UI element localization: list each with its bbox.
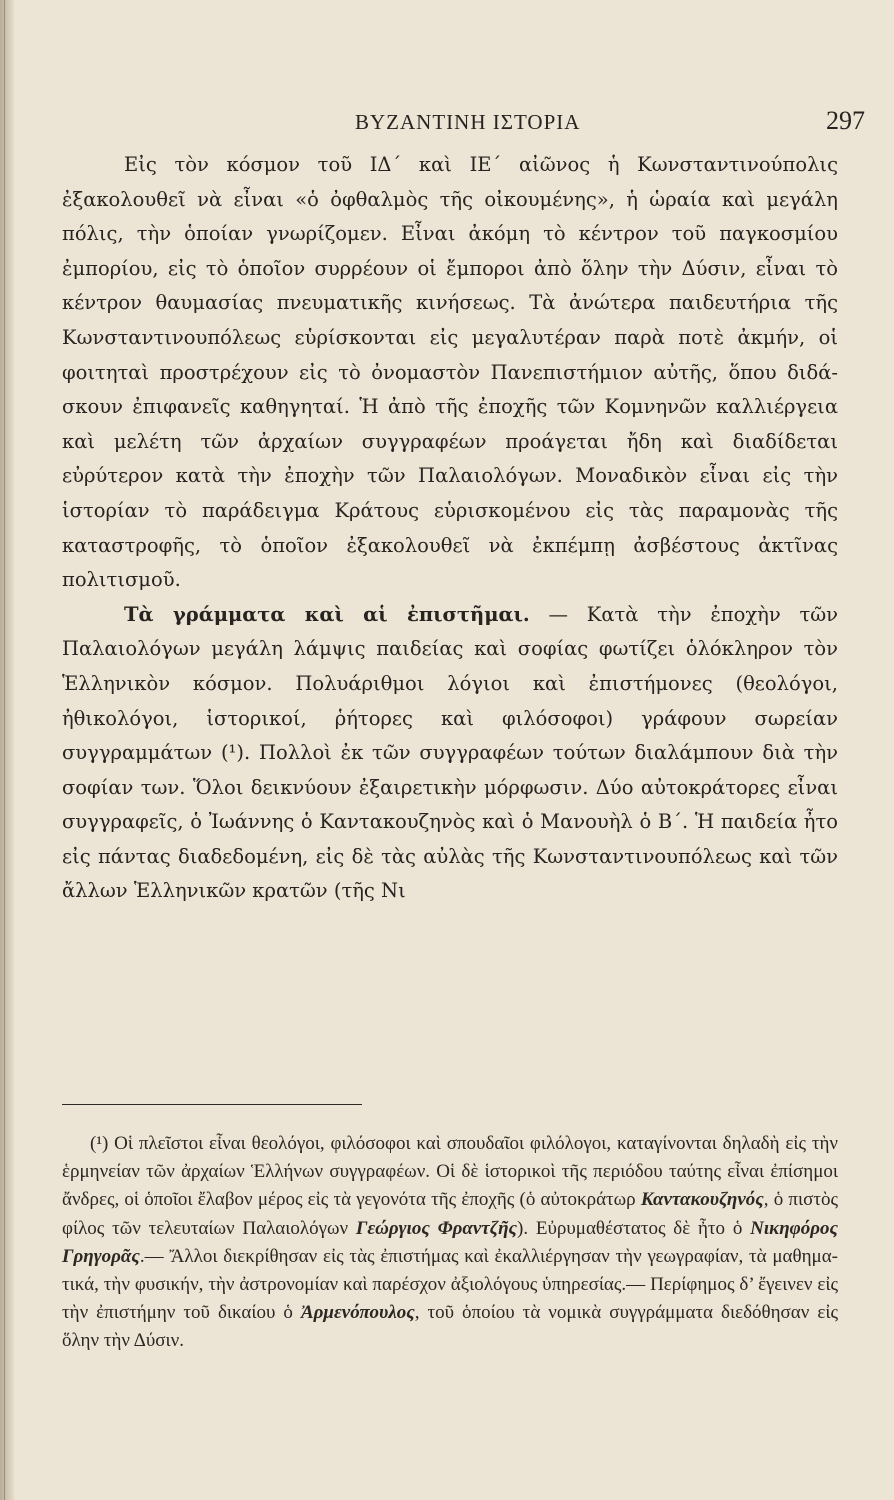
footnote xyxy=(62,1130,838,1356)
footnote-text-3: ). Εὐρυμαθέστατος δὲ ἦτο ὁ xyxy=(517,1217,743,1239)
page-header xyxy=(0,104,894,144)
book-spine-shadow xyxy=(0,0,14,1500)
footnote-text-1: (¹) Οἱ πλεῖστοι εἶναι θεολόγοι, φιλόσοφοι καὶ σπουδαῖοι φιλόλογοι, καταγίνονται δηλαδὴ εἰς τὴν ἑρμηνείαν τῶν ἀρχαίων Ἑλλήνων συγγραφέων. Οἱ δὲ ἱστορικοὶ τῆς περιόδου ταύτης εἶναι ἐπίσημοι ἄνδρες, οἱ ὁποῖοι ἔλαβον μέρος εἰς τὰ γεγονότα τῆς ἐποχῆς (ὁ αὐτοκράτωρ xyxy=(62,1133,838,1211)
running-title: ΒΥΖΑΝΤΙΝΗ ΙΣΤΟΡΙΑ xyxy=(355,110,581,134)
footnote-name-frantzes: Γεώργιος Φραντζῆς xyxy=(355,1217,518,1239)
section-subheading: Τὰ γράμματα καὶ αἱ ἐπιστῆμαι. xyxy=(124,602,530,626)
footnote-text-2: , ὁ πιστὸς φίλος τῶν τελευταίων Παλαιολόγων xyxy=(62,1189,838,1239)
paragraph-2 xyxy=(62,598,838,909)
spine-edge-line xyxy=(4,0,5,1500)
footnote-separator xyxy=(62,1104,362,1105)
paragraph-2-text: — Κατὰ τὴν ἐποχὴν τῶν Παλαιολόγων μεγάλη λάμψις παιδείας καὶ σοφίας φωτίζει ὁλόκληρον τὸν Ἑλληνικὸν κόσμον. Πολυάριθμοι λόγιοι καὶ ἐπιστήμονες (θεολόγοι, ἠθικολόγοι, ἱστορικοί, ῥήτορες καὶ φιλόσοφοι) γράφουν σωρείαν συγγραμμάτων (¹). Πολλοὶ ἐκ τῶν συγγραφέων τούτων διαλάμπουν διὰ τὴν σοφίαν των. Ὅλοι δεικνύουν ἐξαιρετικὴν μόρφωσιν. Δύο αὐτοκράτορες εἶναι συγγραφεῖς, ὁ Ἰωάννης ὁ Καντακουζηνὸς καὶ ὁ Μανουὴλ ὁ Β΄. Ἡ παιδεία ἦτο εἰς πάντας διαδεδομένη, εἰς δὲ τὰς αὐλὰς τῆς Κωνσταντινουπόλεως καὶ τῶν ἄλλων Ἑλληνικῶν κρατῶν (τῆς Νι xyxy=(62,602,839,903)
footnote-name-gregoras: Νικηφόρος Γρηγορᾶς xyxy=(62,1217,838,1267)
footnote-name-armenopoulos: Ἀρμενόπουλος xyxy=(300,1302,415,1324)
page-number: 297 xyxy=(826,106,865,135)
footnote-text-5: , τοῦ ὁποίου τὰ νομικὰ συγγράμματα διεδόθησαν εἰς ὅλην τὴν Δύσιν. xyxy=(62,1302,838,1352)
footnote-text-4: .— Ἄλλοι διεκρίθησαν εἰς τὰς ἐπιστήμας καὶ ἐκαλλιέργησαν τὴν γεωγραφίαν, τὰ μαθηματικά, τὴν φυσικήν, τὴν ἀστρονομίαν καὶ παρέσχον ἀξιολόγους ὑπηρεσίας.— Περίφημος δ’ ἔγεινεν εἰς τὴν ἐπιστήμην τοῦ δικαίου ὁ xyxy=(62,1245,838,1324)
paragraph-1: Εἰς τὸν κόσμον τοῦ ΙΔ΄ καὶ ΙΕ΄ αἰῶνος ἡ Κωνσταντινούπολις ἐξακολουθεῖ νὰ εἶναι «ὁ ὀφθαλμὸς τῆς οἰκουμένης», ἡ ὡραία καὶ μεγάλη πόλις, τὴν ὁποίαν γνωρίζομεν. Εἶναι ἀκόμη τὸ κέντρον τοῦ παγκοσμίου ἐμπορίου, εἰς τὸ ὁποῖον συρρέουν οἱ ἔμποροι ἀπὸ ὅλην τὴν Δύσιν, εἶναι τὸ κέντρον θαυμασίας πνευματικῆς κινήσεως. Τὰ ἀνώτερα παιδευτήρια τῆς Κωνσταντινουπόλεως εὑρίσκονται εἰς μεγαλυτέραν παρὰ ποτὲ ἀκμήν, οἱ φοιτηταὶ προστρέχουν εἰς τὸ ὀνομαστὸν Πανεπιστήμιον αὐτῆς, ὅπου διδάσκουν ἐπιφανεῖς καθηγηταί. Ἡ ἀπὸ τῆς ἐποχῆς τῶν Κομνηνῶν καλλιέργεια καὶ μελέτη τῶν ἀρχαίων συγγραφέων προάγεται ἤδη καὶ διαδίδεται εὐρύτερον κατὰ τὴν ἐποχὴν τῶν Παλαιολόγων. Μοναδικὸν εἶναι εἰς τὴν ἱστορίαν τὸ παράδειγμα Κράτους εὑρισκομένου εἰς τὰς παραμονὰς τῆς καταστροφῆς, τὸ ὁποῖον ἐξακολουθεῖ νὰ ἐκπέμπῃ ἀσβέστους ἀκτῖνας πολιτισμοῦ. xyxy=(62,153,838,592)
footnote-name-kantakouzenos: Καντακουζηνός xyxy=(640,1189,764,1211)
main-text xyxy=(62,148,838,909)
